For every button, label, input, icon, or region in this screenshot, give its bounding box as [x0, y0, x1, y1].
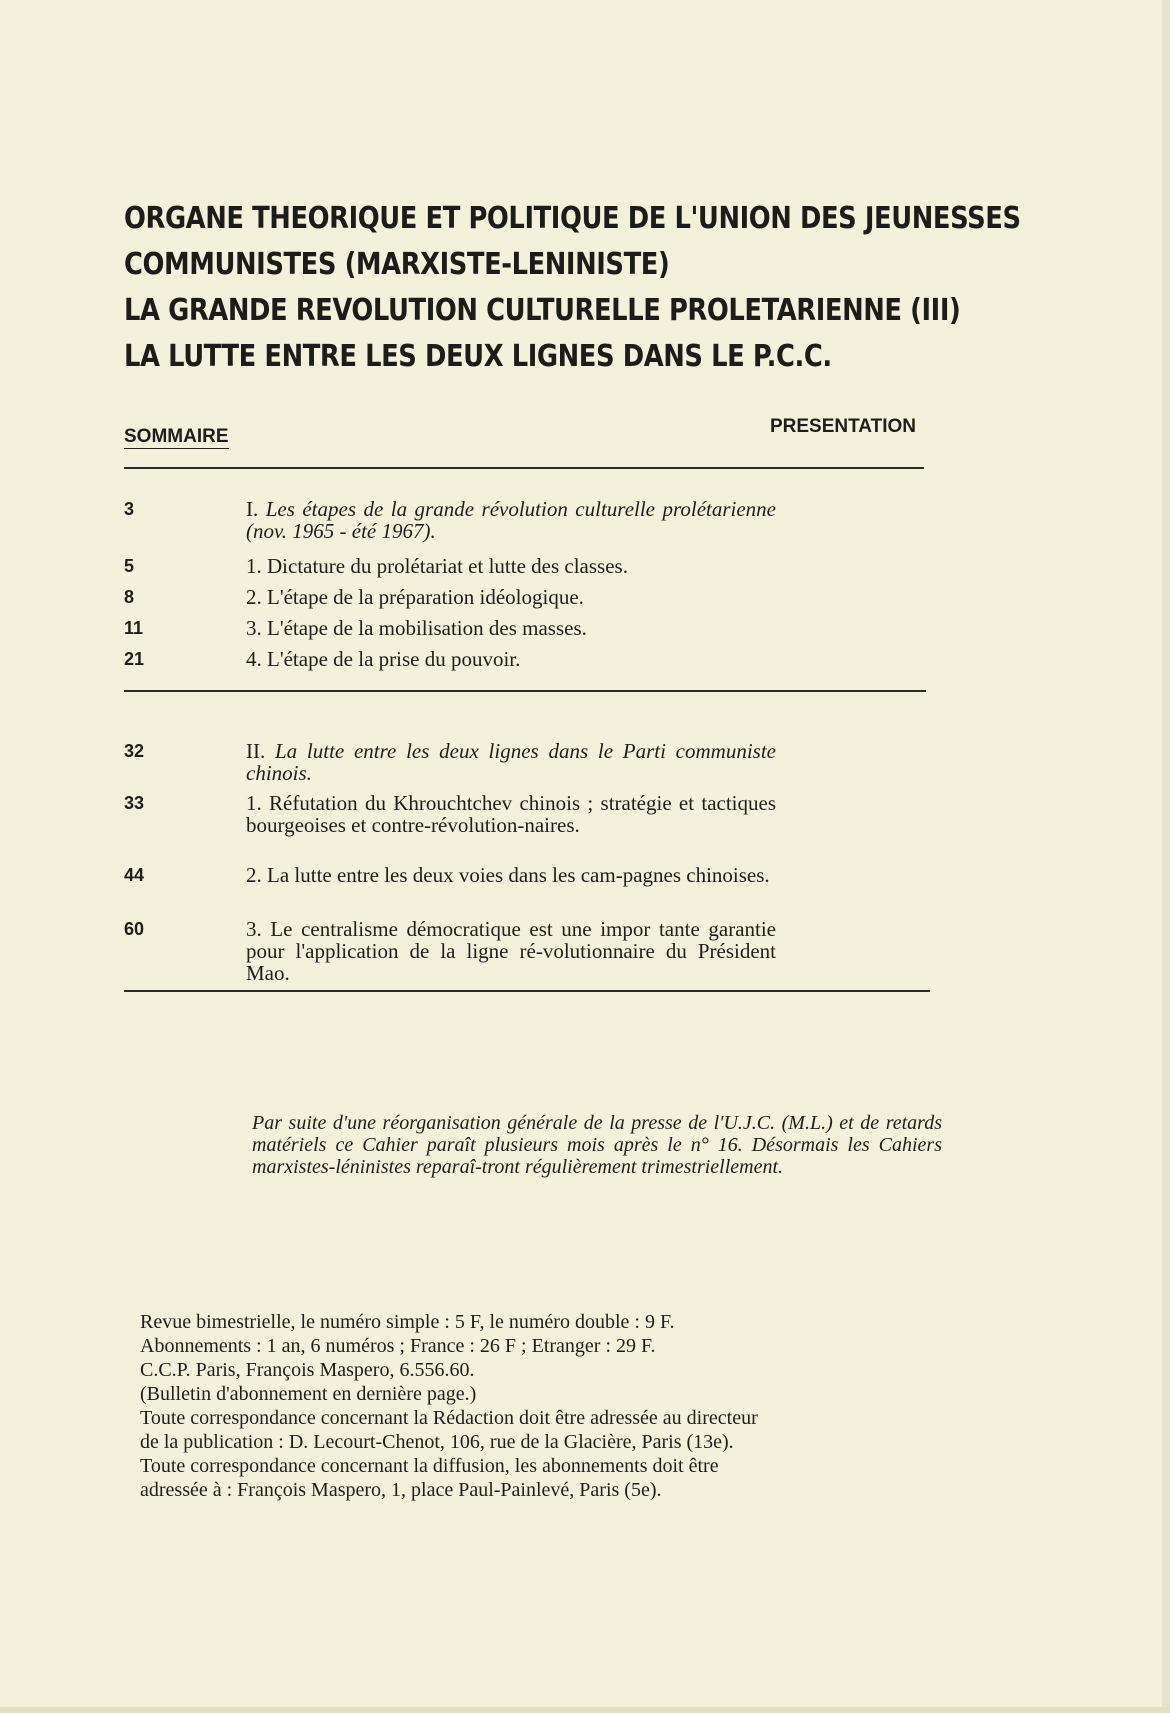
footer-line: Revue bimestrielle, le numéro simple : 5 F, le numéro double : 9 F. [140, 1311, 675, 1333]
footer-line: Toute correspondance concernant la Rédaction doit être adressée au directeur [140, 1407, 758, 1429]
footer-line: (Bulletin d'abonnement en dernière page.) [140, 1383, 477, 1405]
toc-page-number: 21 [124, 649, 145, 669]
toc-number: 4. [246, 647, 262, 671]
footer-line: Abonnements : 1 an, 6 numéros ; France : 26 F ; Etranger : 29 F. [140, 1335, 656, 1357]
footer-line: de la publication : D. Lecourt-Chenot, 106, rue de la Glacière, Paris (13e). [140, 1431, 734, 1453]
scan-edge [0, 1707, 1170, 1713]
subscription-info [140, 1310, 940, 1502]
footer-line: Toute correspondance concernant la diffusion, les abonnements doit être [140, 1455, 719, 1477]
toc-page-number: 32 [124, 741, 145, 761]
toc-title: Dictature du prolétariat et lutte des classes. [267, 554, 628, 578]
toc-title: L'étape de la préparation idéologique. [267, 585, 584, 609]
scan-edge [1162, 0, 1170, 1713]
publication-note: Par suite d'une réorganisation générale de la presse de l'U.J.C. (M.L.) et de retards matériels ce Cahier paraît plusieurs mois après le n° 16. Désormais les Cahiers marxistes-léninistes reparaî-tront régulièrement trimestriellement. [252, 1112, 942, 1178]
sommaire-label: SOMMAIRE [124, 426, 229, 447]
footer-line: adressée à : François Maspero, 1, place Paul-Painlevé, Paris (5e). [140, 1479, 662, 1501]
section-labels [124, 416, 924, 446]
toc-page-number: 3 [124, 499, 135, 519]
toc-title: L'étape de la prise du pouvoir. [267, 647, 521, 671]
divider [124, 690, 926, 692]
presentation-label: PRESENTATION [769, 416, 916, 437]
toc-page-number: 33 [124, 793, 145, 813]
masthead-heading [124, 196, 1021, 380]
toc-page-number: 8 [124, 587, 135, 607]
toc-title: Réfutation du Khrouchtchev chinois ; stratégie et tactiques bourgeoises et contre-révolution-naires. [246, 791, 776, 837]
toc-page-number: 11 [124, 618, 144, 638]
toc-number: 2. [246, 585, 262, 609]
toc-number: I. [246, 497, 259, 521]
toc-number: 1. [246, 554, 262, 578]
toc-number: 1. [246, 791, 262, 815]
toc-page-number: 5 [124, 556, 135, 576]
toc-number: 3. [246, 616, 262, 640]
heading-line: LA GRANDE REVOLUTION CULTURELLE PROLETARIENNE (III) [124, 293, 961, 328]
heading-line: COMMUNISTES (MARXISTE-LENINISTE) [124, 247, 670, 282]
divider [124, 990, 930, 992]
toc-title: La lutte entre les deux lignes dans le Parti communiste chinois. [246, 739, 776, 785]
toc-number: 3. [246, 917, 262, 941]
heading-line: LA LUTTE ENTRE LES DEUX LIGNES DANS LE P.C.C. [124, 339, 832, 374]
divider [124, 467, 924, 469]
toc-page-number: 44 [124, 865, 145, 885]
toc-title: La lutte entre les deux voies dans les cam-pagnes chinoises. [267, 863, 770, 887]
toc-number: II. [246, 739, 266, 763]
toc-title: Les étapes de la grande révolution culturelle prolétarienne (nov. 1965 - été 1967). [246, 497, 776, 543]
toc-title: L'étape de la mobilisation des masses. [267, 616, 587, 640]
footer-line: C.C.P. Paris, François Maspero, 6.556.60. [140, 1359, 475, 1381]
heading-line: ORGANE THEORIQUE ET POLITIQUE DE L'UNION DES JEUNESSES [124, 201, 1021, 236]
toc-number: 2. [246, 863, 262, 887]
toc-title: Le centralisme démocratique est une impor tante garantie pour l'application de la ligne ré-volutionnaire du Président Mao. [246, 917, 777, 985]
toc-page-number: 60 [124, 919, 145, 939]
